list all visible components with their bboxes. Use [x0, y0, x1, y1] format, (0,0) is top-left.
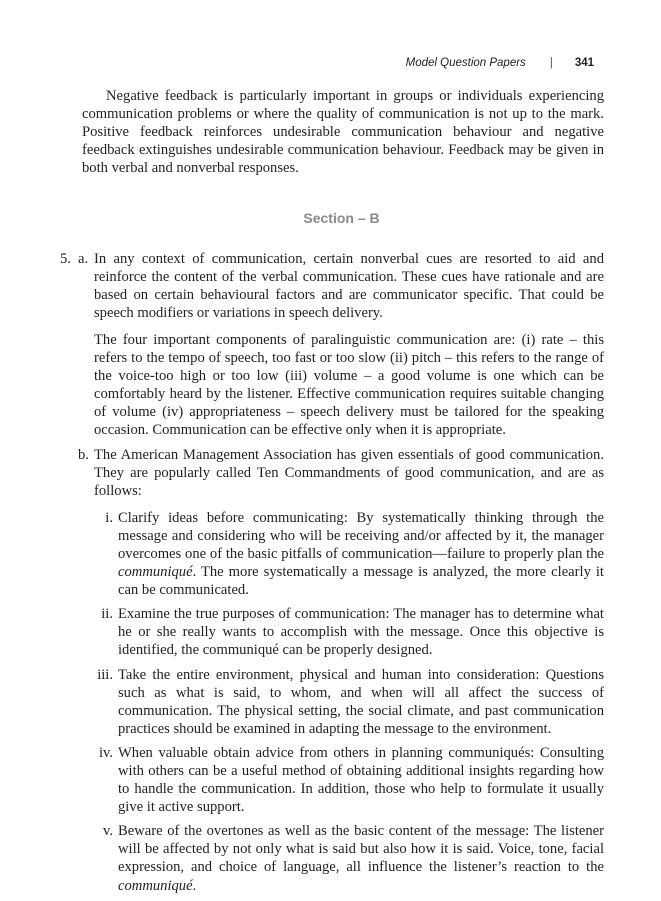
item-numeral: iii.: [97, 666, 113, 683]
list-item: [103, 822, 604, 894]
item-numeral: v.: [103, 823, 113, 840]
part-a-paragraph-2: The four important components of paralinguistic communication are: (i) rate – this refers to the tempo of speech, too fast or too slow (ii) pitch – this refers to the range of the voice-too high or too low (iii) volume – a good volume is one which can be comfortably heard by the listener. Effective communication requires suitable changing of volume (iv) appropriateness – speech delivery must be tailored for the speaking occasion. Communication can be effective only when it is appropriate.: [94, 331, 604, 439]
commandments-list: [0, 509, 661, 895]
question-5: [0, 250, 661, 440]
item-emphasis: communiqué: [118, 564, 193, 581]
item-numeral: ii.: [101, 606, 113, 623]
question-number: 5.: [60, 250, 71, 267]
intro-paragraph: Negative feedback is particularly important in groups or individuals experiencing communication problems or where the quality of communication is not up to the mark. Positive feedback reinforces undesirable communication behaviour and negative feedback extinguishes undesirable communication behaviour. Feedback may be given in both verbal and nonverbal responses.: [82, 88, 604, 177]
list-item: [98, 744, 604, 816]
running-title: Model Question Papers: [405, 57, 526, 69]
list-item: [101, 605, 604, 659]
section-title: Section – B: [303, 210, 380, 227]
page-body: [0, 87, 661, 901]
item-text: When valuable obtain advice from others in planning communiqués: Consulting with others can be a useful method of obtaining additional insights regarding how to handle the communication. In addition, those who help to formulate it usually give it active support.: [118, 744, 604, 816]
item-emphasis: communiqué: [118, 877, 193, 894]
header-separator: |: [549, 57, 553, 69]
item-numeral: i.: [105, 509, 113, 526]
item-text-end: .: [192, 877, 197, 894]
item-numeral: iv.: [98, 744, 113, 761]
item-text: Beware of the overtones as well as the basic content of the message: The listener will be affected by not only what is said but also how it is said. Voice, tone, facial expression, and choice of language, all influence the listener’s reaction to the: [118, 823, 604, 876]
item-text-end: . The more systematically a message is analyzed, the more clearly it can be communicated.: [118, 564, 604, 599]
list-item: [97, 666, 604, 738]
part-a-body: [94, 250, 604, 440]
page-header: [406, 57, 594, 69]
item-text: Take the entire environment, physical and human into consideration: Questions such as what is said, to whom, and when will all affect the success of communication. The physical setting, the social climate, and past communication practices should be examined in adapting the message to the environment.: [118, 666, 604, 737]
list-item: [105, 509, 604, 599]
part-a-label: a.: [78, 250, 89, 267]
part-b: [0, 446, 661, 500]
page-number: 341: [574, 57, 594, 69]
item-text: Examine the true purposes of communication: The manager has to determine what he or she really wants to accomplish with the message. Once this objective is identified, the communiqué can be properly designed.: [118, 606, 604, 659]
part-a-paragraph-1: In any context of communication, certain nonverbal cues are resorted to aid and reinforce the content of the verbal communication. These cues have rationale and are based on certain behavioural factors and are communicator specific. That could be speech modifiers or variations in speech delivery.: [94, 250, 604, 321]
item-text: Clarify ideas before communicating: By systematically thinking through the message and considering who will be receiving and/or affected by it, the manager overcomes one of the basic pitfalls of communication—failure to properly plan the: [118, 509, 604, 562]
part-b-intro: The American Management Association has given essentials of good communication. They are popularly called Ten Commandments of good communication, and are as follows:: [94, 446, 604, 499]
part-b-label: b.: [78, 446, 89, 463]
